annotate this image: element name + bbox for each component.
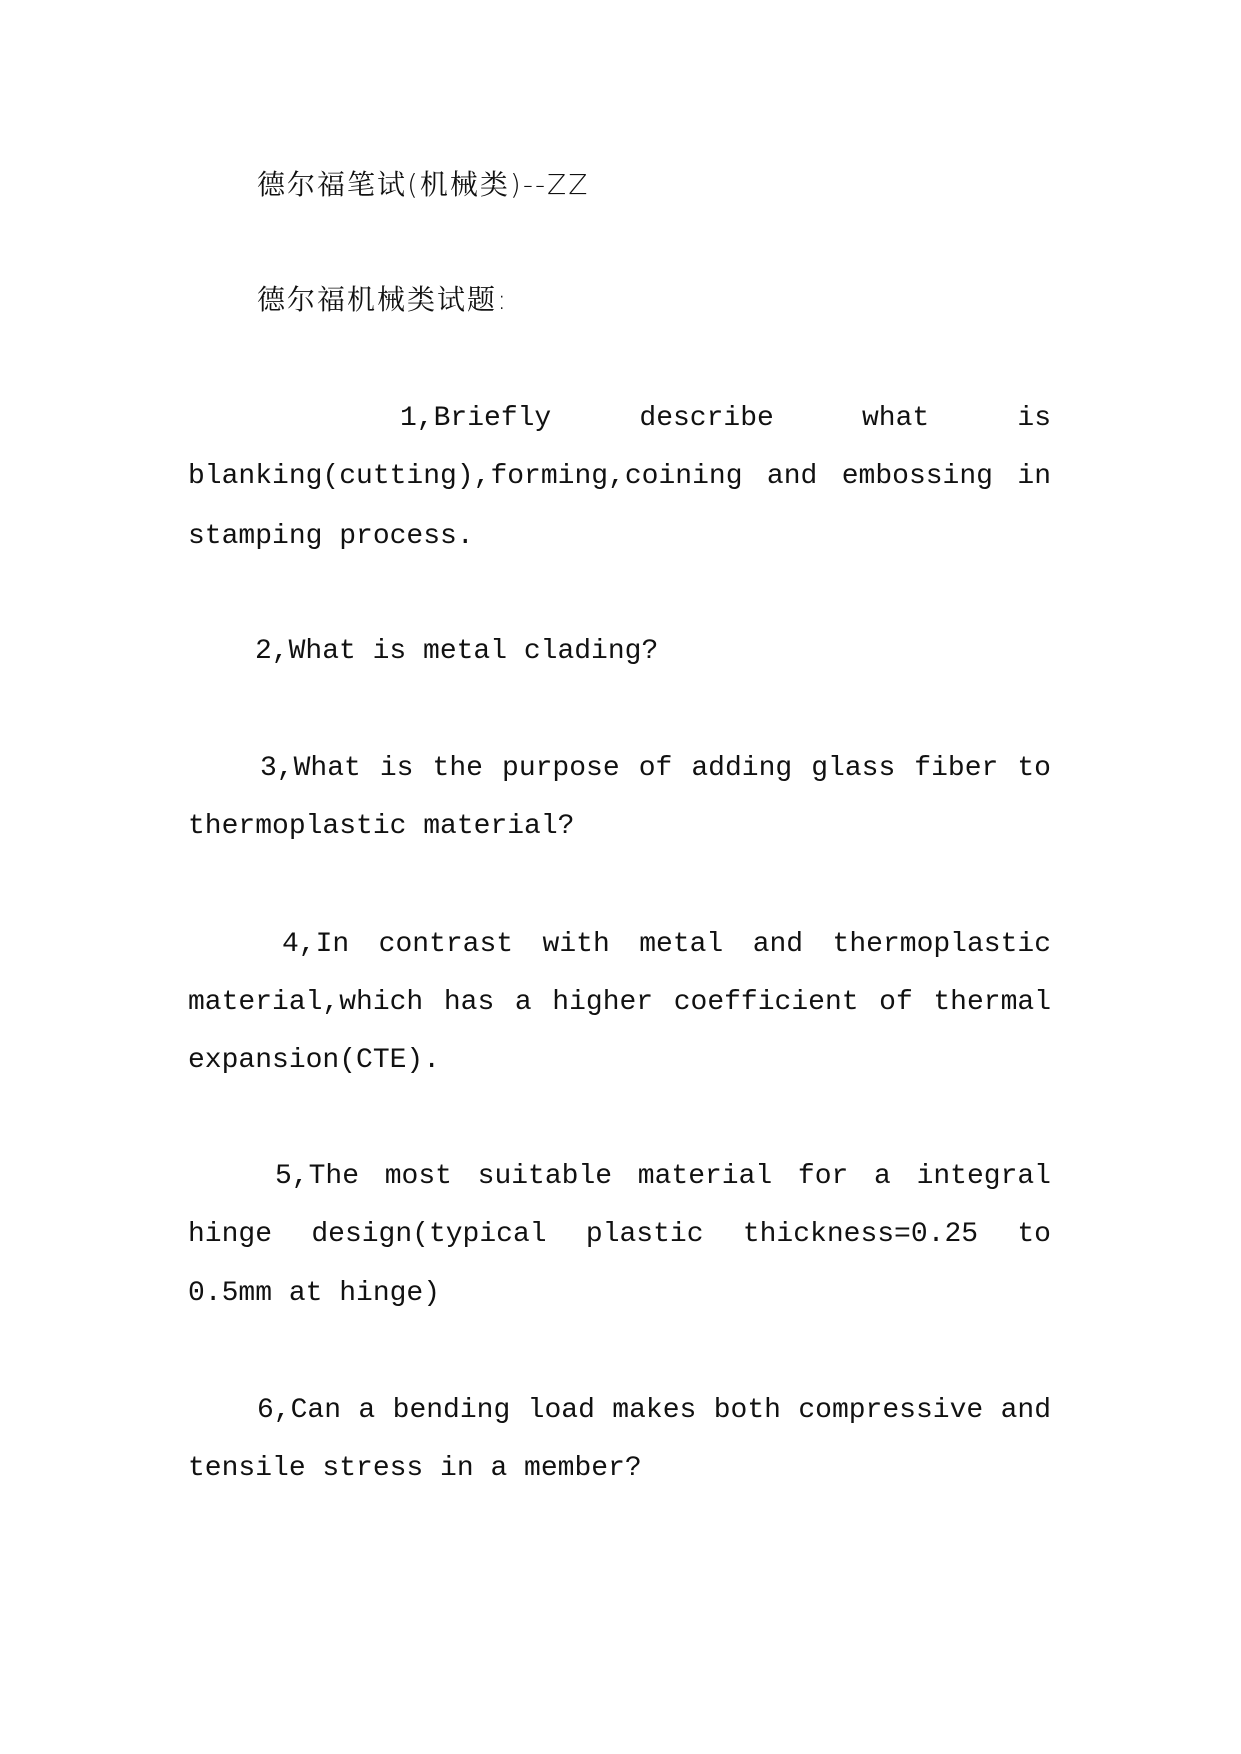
question-line: 1,Briefly describe what is	[400, 403, 1051, 434]
document-subtitle: 德尔福机械类试题:	[257, 283, 509, 316]
question-line: 2,What is metal clading?	[255, 636, 659, 667]
question-line: 3,What is the purpose of adding glass fiber to	[260, 753, 1051, 784]
question-line: blanking(cutting),forming,coining and embossing in	[188, 461, 1051, 492]
question-line: 6,Can a bending load makes both compressive and	[257, 1395, 1051, 1426]
question-line: stamping process.	[188, 521, 474, 552]
question-line: material,which has a higher coefficient of thermal	[188, 987, 1051, 1018]
question-line: expansion(CTE).	[188, 1045, 441, 1076]
question-line: 4,In contrast with metal and thermoplastic	[282, 929, 1051, 960]
document-title: 德尔福笔试(机械类)--ZZ	[257, 168, 590, 201]
question-line: hinge design(typical plastic thickness=0.25 to	[188, 1219, 1051, 1250]
question-line: 5,The most suitable material for a integral	[275, 1161, 1051, 1192]
question-line: thermoplastic material?	[188, 811, 575, 842]
question-line: tensile stress in a member?	[188, 1453, 642, 1484]
question-line: 0.5mm at hinge)	[188, 1278, 441, 1309]
